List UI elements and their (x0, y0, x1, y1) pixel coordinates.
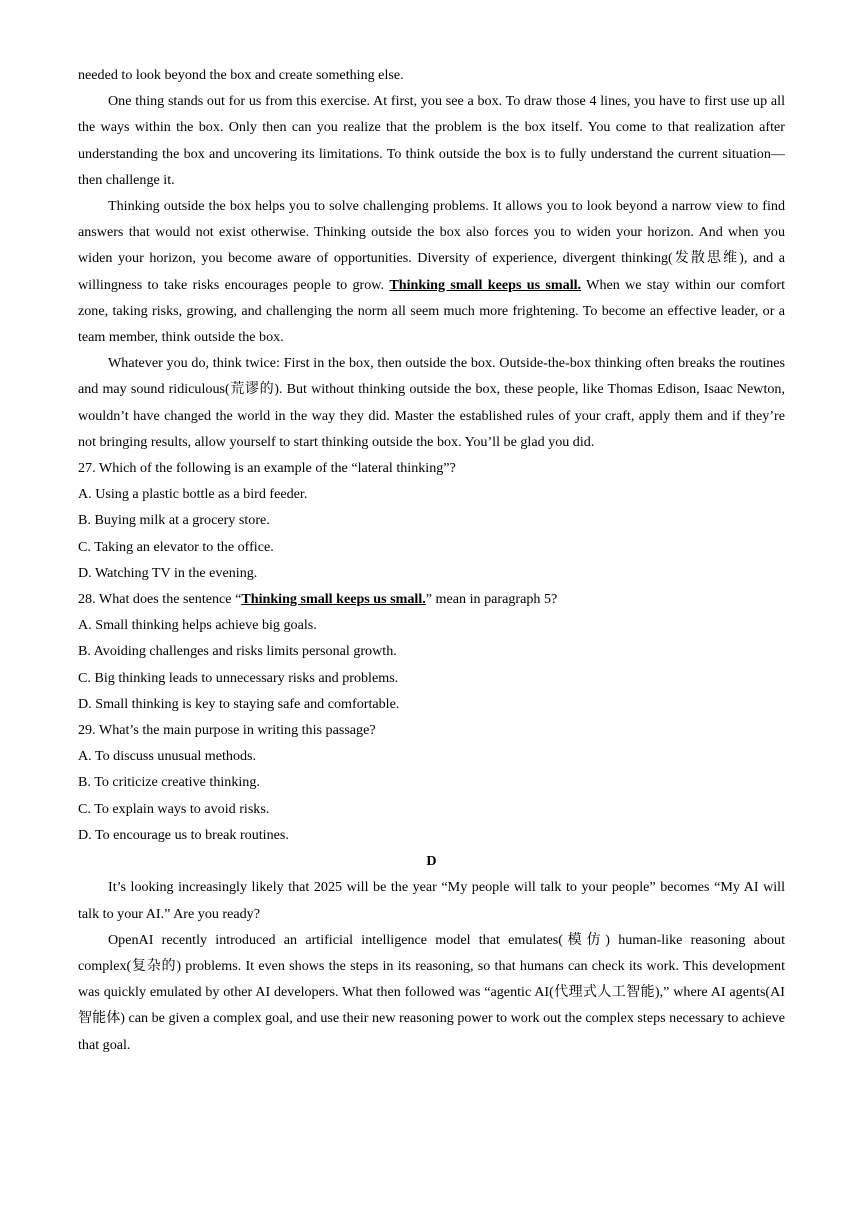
question-27-option-d: D. Watching TV in the evening. (78, 564, 258, 581)
question-28-stem-after: ” mean in paragraph 5? (425, 591, 558, 608)
question-29-option-c: C. To explain ways to avoid risks. (78, 800, 270, 817)
paragraph-5-text-after: When we stay within our comfort zone, taking risks, growing, and challenging the norm all seem much more frightening. To become an effective leader, or a team member, think outside the box. (78, 276, 785, 346)
question-29-option-a: A. To discuss unusual methods. (78, 748, 257, 765)
question-28-underlined-sentence: Thinking small keeps us small. (241, 591, 426, 608)
passage-c-paragraph-continued: needed to look beyond the box and create something else. (78, 67, 404, 83)
section-heading-d: D (426, 853, 437, 870)
question-27-option-a: A. Using a plastic bottle as a bird feeder. (78, 486, 308, 503)
paragraph-5-text-before: Thinking outside the box helps you to solve challenging problems. It allows you to look beyond a narrow view to find answers that would not exist otherwise. Thinking outside the box also forces you to widen your horizon. And when you widen your horizon, you become aware of opportunities. Diversity of experience, divergent thinking(发散思维), and a willingness to take risks encourages people to grow. (78, 198, 785, 293)
question-28-option-d: D. Small thinking is key to staying safe and comfortable. (78, 695, 400, 712)
passage-c-paragraph-4: One thing stands out for us from this exercise. At first, you see a box. To draw those 4 lines, you have to first use up all the ways within the box. Only then can you realize that the problem is the box itself. You come to that realization after understanding the box and uncovering its limitations. To think outside the box is to fully understand the current situation—then challenge it. (78, 93, 785, 188)
question-27 (78, 455, 785, 586)
question-28-option-a: A. Small thinking helps achieve big goals. (78, 617, 317, 634)
document-page (78, 62, 785, 1058)
passage-d-paragraph-1: It’s looking increasingly likely that 2025 will be the year “My people will talk to your people” becomes “My AI will talk to your AI.” Are you ready? (78, 879, 785, 922)
question-28-option-c: C. Big thinking leads to unnecessary risks and problems. (78, 669, 399, 686)
question-27-option-b: B. Buying milk at a grocery store. (78, 512, 270, 529)
question-29 (78, 717, 785, 848)
question-28-stem-before: 28. What does the sentence “ (78, 591, 242, 608)
passage-c-paragraph-5 (78, 193, 785, 350)
question-28-stem (78, 586, 785, 612)
underlined-key-sentence: Thinking small keeps us small. (389, 276, 582, 293)
question-29-option-b: B. To criticize creative thinking. (78, 774, 260, 791)
question-29-stem: 29. What’s the main purpose in writing this passage? (78, 722, 376, 739)
question-27-option-c: C. Taking an elevator to the office. (78, 538, 274, 555)
question-28 (78, 586, 785, 717)
question-29-option-d: D. To encourage us to break routines. (78, 826, 289, 843)
question-28-option-b: B. Avoiding challenges and risks limits personal growth. (78, 643, 397, 660)
passage-d-paragraph-2: OpenAI recently introduced an artificial intelligence model that emulates(模仿) human-like reasoning about complex(复杂的) problems. It even shows the steps in its reasoning, so that humans can check its work. This development was quickly emulated by other AI developers. What then followed was “agentic AI(代理式人工智能),” where AI agents(AI智能体) can be given a complex goal, and use their new reasoning power to work out the complex steps necessary to achieve that goal. (78, 931, 785, 1053)
passage-c-paragraph-6: Whatever you do, think twice: First in the box, then outside the box. Outside-the-box thinking often breaks the routines and may sound ridiculous(荒谬的). But without thinking outside the box, these people, like Thomas Edison, Isaac Newton, wouldn’t have changed the world in the way they did. Master the established rules of your craft, apply them and if they’re not bringing results, allow yourself to start thinking outside the box. You’ll be glad you did. (78, 355, 785, 450)
question-27-stem: 27. Which of the following is an example of the “lateral thinking”? (78, 460, 456, 477)
